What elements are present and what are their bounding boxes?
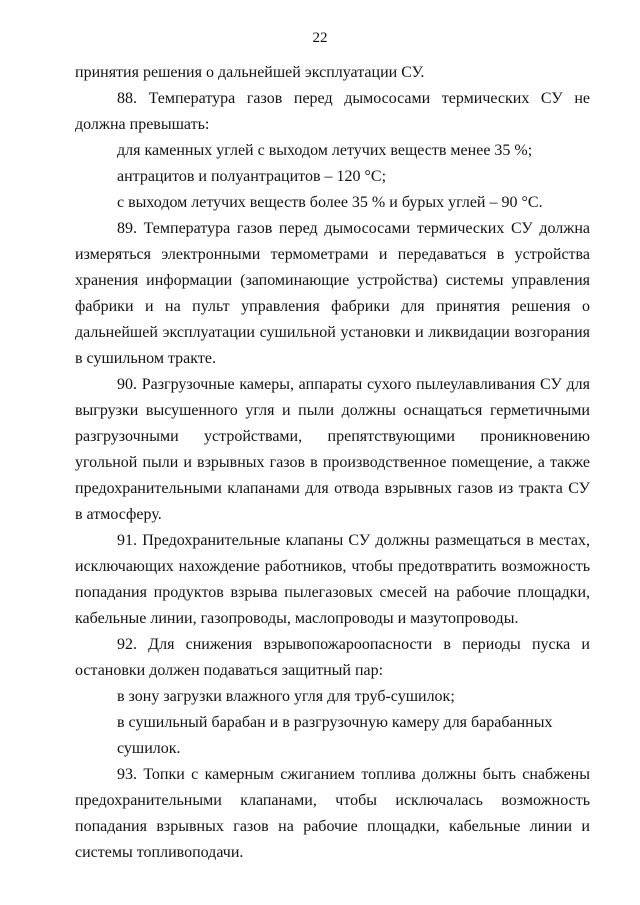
paragraph-93: 93. Топки с камерным сжиганием топлива должны быть снабжены предохранительными клапанами, чтобы исключалась возможность попадания взрывных газов на рабочие площадки, кабельные линии и системы топливоподачи. [75,766,590,861]
paragraph-90: 90. Разгрузочные камеры, аппараты сухого пылеулавливания СУ для выгрузки высушенного угля и пыли должны оснащаться герметичными разгрузочными устройствами, препятствующими проникновению угольной пыли и взрывных газов в производственное помещение, а также предохранительными клапанами для отвода взрывных газов из тракта СУ в атмосферу. [75,376,590,523]
paragraph-92: 92. Для снижения взрывопожароопасности в периоды пуска и остановки должен подаваться защитный пар: [75,636,590,679]
list-item: в сушильный барабан и в разгрузочную камеру для барабанных сушилок. [117,714,553,757]
paragraph-continuation: принятия решения о дальнейшей эксплуатации СУ. [75,64,425,81]
page-number: 22 [312,30,328,46]
paragraph-89: 89. Температура газов перед дымососами термических СУ должна измеряться электронными термометрами и передаваться в устройства хранения информации (запоминающие устройства) системы управления фабрики и на пульт управления фабрики для принятия решения о дальнейшей эксплуатации сушильной установки и ликвидации возгорания в сушильном тракте. [75,220,590,367]
paragraph-91: 91. Предохранительные клапаны СУ должны размещаться в местах, исключающих нахождение работников, чтобы предотвратить возможность попадания продуктов взрыва пылегазовых смесей на рабочие площадки, кабельные линии, газопроводы, маслопроводы и мазутопроводы. [75,532,590,627]
list-item: антрацитов и полуантрацитов – 120 °С; [117,168,387,185]
list-item: с выходом летучих веществ более 35 % и бурых углей – 90 °С. [117,194,543,211]
paragraph-88: 88. Температура газов перед дымососами термических СУ не должна превышать: [75,90,590,133]
document-body [75,60,590,866]
list-item: для каменных углей с выходом летучих веществ менее 35 %; [117,142,533,159]
list-item: в зону загрузки влажного угля для труб-сушилок; [117,688,455,705]
